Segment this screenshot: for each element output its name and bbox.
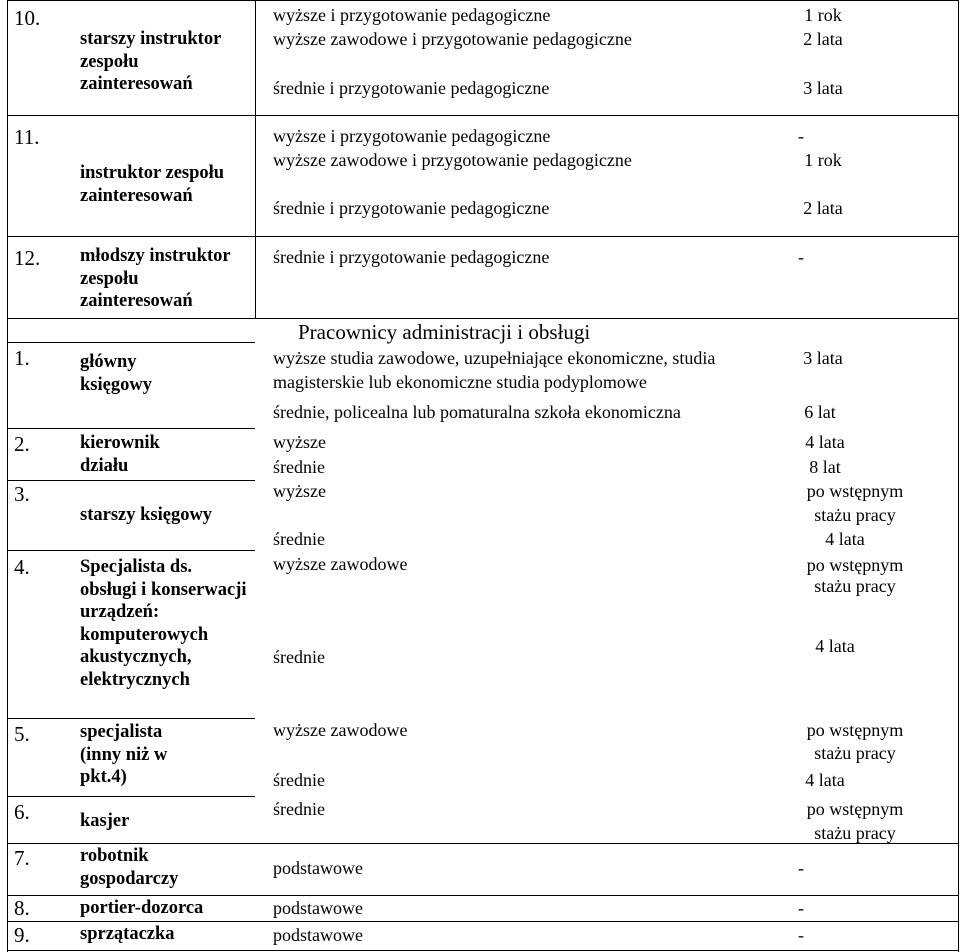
requirement: wyższe (273, 432, 326, 452)
row-number: 5. (14, 722, 30, 746)
experience-duration: 4 lata (815, 636, 855, 656)
experience-duration: po wstępnym (806, 720, 904, 740)
experience-duration: stażu pracy (814, 505, 896, 525)
experience-duration: 6 lat (804, 402, 836, 422)
experience-duration: stażu pracy (814, 576, 896, 596)
row-divider (7, 550, 255, 551)
experience-duration: - (798, 898, 804, 918)
row-number: 4. (14, 555, 30, 579)
experience-duration: 1 rok (804, 150, 842, 170)
row-number: 8. (14, 896, 30, 920)
requirement: średnie (273, 799, 325, 819)
position-name: specjalista (inny niż w pkt.4) (80, 722, 168, 787)
row-number: 2. (14, 432, 30, 456)
experience-duration: 4 lata (805, 770, 845, 790)
requirement: podstawowe (273, 858, 363, 878)
position-name: robotnik gospodarczy (80, 846, 179, 889)
position-name: główny księgowy (80, 352, 152, 395)
experience-duration: 3 lata (803, 348, 843, 368)
row-number: 1. (14, 346, 30, 370)
requirement: wyższe studia zawodowe, uzupełniające ekonomiczne, studia (273, 348, 716, 368)
table-border-left (7, 0, 8, 952)
row-divider (7, 428, 255, 429)
requirement: średnie (273, 529, 325, 549)
requirement: podstawowe (273, 925, 363, 945)
experience-duration: - (798, 126, 804, 146)
experience-duration: po wstępnym (806, 555, 904, 575)
experience-duration: 3 lata (803, 78, 843, 98)
position-name: starszy instruktor zespołu zainteresowań (80, 29, 221, 94)
row-divider (7, 236, 959, 237)
position-name: kasjer (80, 811, 130, 831)
requirement: podstawowe (273, 898, 363, 918)
row-number: 11. (14, 125, 40, 149)
experience-duration: stażu pracy (814, 743, 896, 763)
requirement: wyższe zawodowe (273, 554, 408, 574)
requirement: średnie, policealna lub pomaturalna szkoła ekonomiczna (273, 402, 681, 422)
row-divider (7, 480, 255, 481)
experience-duration: - (798, 247, 804, 267)
experience-duration: 8 lat (809, 457, 841, 477)
requirement: średnie i przygotowanie pedagogiczne (273, 78, 550, 98)
row-number: 10. (14, 6, 41, 30)
requirement: wyższe zawodowe i przygotowanie pedagogiczne (273, 150, 632, 170)
table-border-right (958, 0, 959, 952)
experience-duration: 4 lata (825, 529, 865, 549)
requirement: średnie i przygotowanie pedagogiczne (273, 198, 550, 218)
position-name: młodszy instruktor zespołu zainteresowań (80, 246, 231, 311)
row-divider (7, 921, 959, 922)
experience-duration: stażu pracy (814, 823, 896, 843)
requirement: średnie i przygotowanie pedagogiczne (273, 247, 550, 267)
row-divider (7, 318, 959, 319)
table-border-bottom (7, 950, 959, 951)
row-divider (7, 895, 959, 896)
position-name: Specjalista ds. obsługi i konserwacji urządzeń: komputerowych akustycznych, elektrycznych (80, 557, 247, 690)
experience-duration: 4 lata (805, 432, 845, 452)
row-number: 7. (14, 846, 30, 870)
experience-duration: 1 rok (804, 5, 842, 25)
requirement: wyższe i przygotowanie pedagogiczne (273, 5, 551, 25)
requirement: wyższe (273, 481, 326, 501)
experience-duration: po wstępnym (806, 799, 904, 819)
row-divider (7, 843, 959, 844)
row-number: 3. (14, 482, 30, 506)
section-header: Pracownicy administracji i obsługi (298, 320, 591, 344)
row-number: 12. (14, 246, 41, 270)
row-divider (7, 342, 255, 343)
experience-duration: 2 lata (803, 29, 843, 49)
row-divider (7, 796, 255, 797)
requirement: wyższe zawodowe (273, 720, 408, 740)
row-divider (7, 718, 255, 719)
requirement: wyższe i przygotowanie pedagogiczne (273, 126, 551, 146)
requirement: średnie (273, 457, 325, 477)
requirement: średnie (273, 647, 325, 667)
requirement: średnie (273, 770, 325, 790)
requirement: wyższe zawodowe i przygotowanie pedagogiczne (273, 29, 632, 49)
position-name: sprzątaczka (80, 924, 175, 944)
row-divider (7, 115, 959, 116)
experience-duration: - (798, 858, 804, 878)
table-border-top (7, 0, 959, 1)
position-name: kierownik działu (80, 433, 160, 476)
position-name: instruktor zespołu zainteresowań (80, 163, 225, 206)
row-number: 6. (14, 800, 30, 824)
experience-duration: po wstępnym (806, 481, 904, 501)
requirement: magisterskie lub ekonomiczne studia podyplomowe (273, 372, 647, 392)
experience-duration: - (798, 925, 804, 945)
row-number: 9. (14, 923, 30, 947)
position-name: portier-dozorca (80, 898, 204, 918)
experience-duration: 2 lata (803, 198, 843, 218)
column-divider (255, 0, 256, 318)
position-name: starszy księgowy (80, 505, 213, 525)
